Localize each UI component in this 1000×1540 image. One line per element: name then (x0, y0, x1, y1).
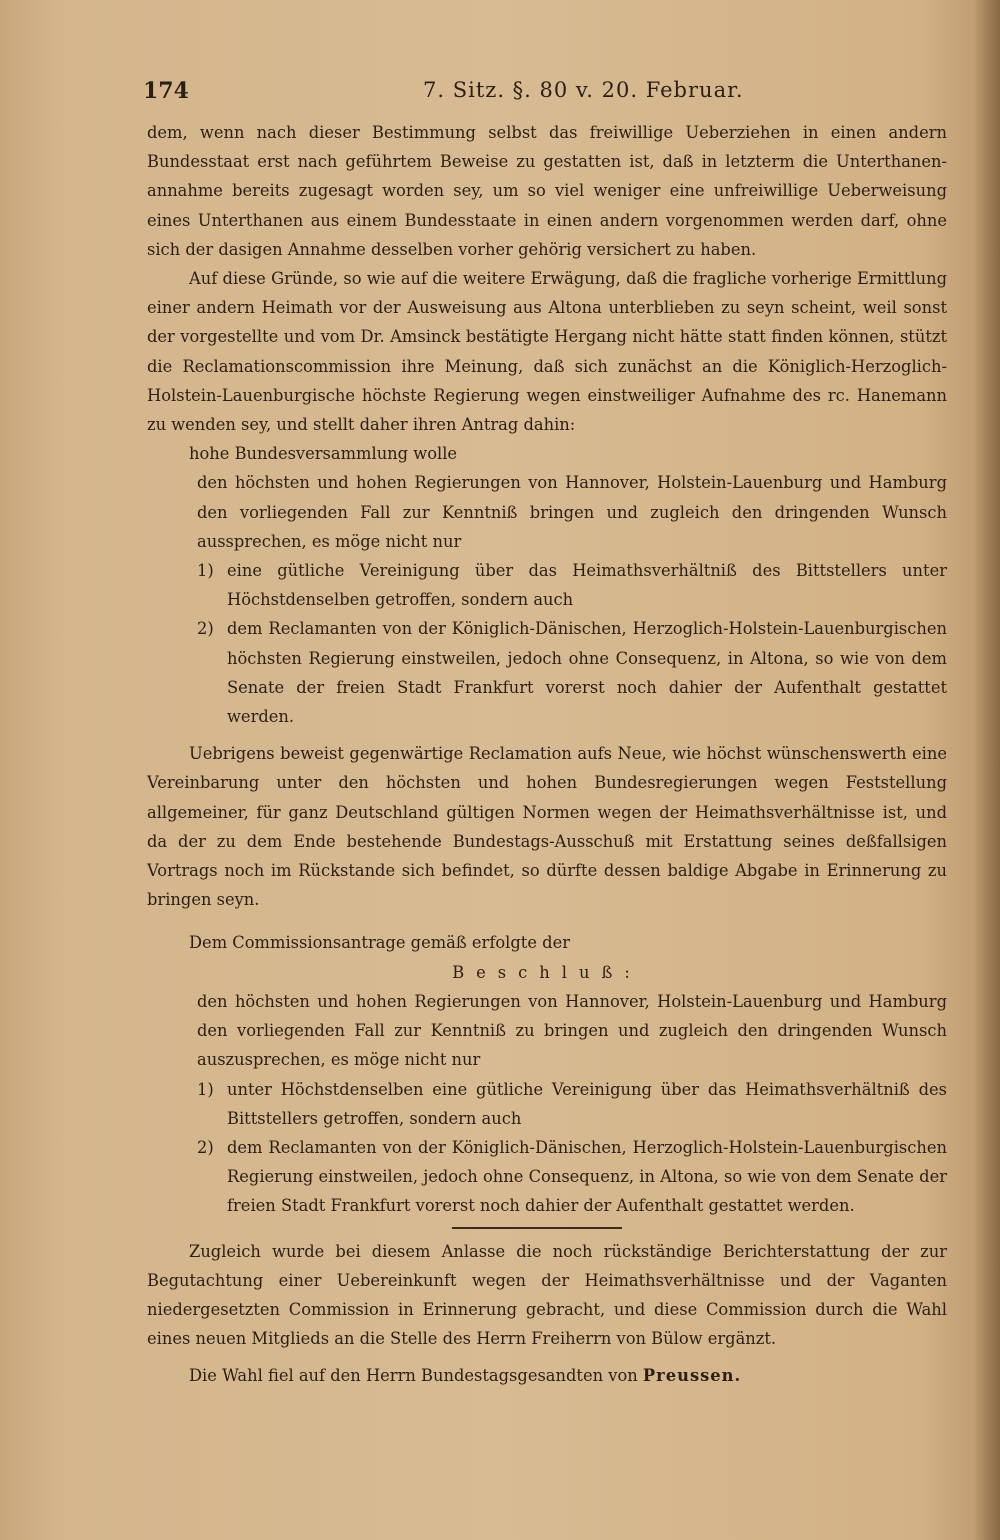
section-divider (452, 1227, 622, 1229)
list-text: dem Reclamanten von der Königlich-Dänischen, Herzoglich-Holstein-Lauenburgischen höchsten Regierung einstweilen, jedoch ohne Consequenz, in Altona, so wie von dem Senate der freien Stadt Frankfurt vorerst noch dahier der Aufenthalt gestattet werden. (227, 619, 947, 727)
closing-text: Die Wahl fiel auf den Herrn Bundestagsgesandten von (189, 1366, 643, 1386)
body-text (147, 118, 947, 1391)
page-number: 174 (143, 78, 189, 104)
motion-text: den höchsten und hohen Regierungen von Hannover, Holstein-Lauenburg und Hamburg den vorliegenden Fall zur Kenntniß bringen und zugleich den dringenden Wunsch aussprechen, es möge nicht nur (197, 473, 947, 551)
resolution-intro: Dem Commissionsantrage gemäß erfolgte der (189, 933, 570, 953)
paragraph: Uebrigens beweist gegenwärtige Reclamation aufs Neue, wie höchst wünschenswerth eine Vereinbarung unter den höchsten und hohen Bundesregierungen wegen Feststellung allgemeiner, für ganz Deutschland gültigen Normen wegen der Heimathsverhältnisse ist, und da der zu dem Ende bestehende Bundestags-Ausschuß mit Erstattung seines deßfallsigen Vortrags noch im Rückstande sich befindet, so dürfte dessen baldige Abgabe in Erinnerung zu bringen seyn. (147, 744, 947, 910)
list-item (147, 556, 947, 614)
list-number: 2) (197, 1137, 214, 1157)
list-item (147, 614, 947, 731)
closing-paragraph (147, 1361, 947, 1390)
resolution-text: den höchsten und hohen Regierungen von Hannover, Holstein-Lauenburg und Hamburg den vorliegenden Fall zur Kenntniß zu bringen und zugleich den dringenden Wunsch auszusprechen, es möge nicht nur (197, 991, 947, 1070)
list-text: eine gütliche Vereinigung über das Heimathsverhältniß des Bittstellers unter Höchstdenselben getroffen, sondern auch (227, 561, 947, 610)
page-header (143, 74, 868, 114)
list-number: 2) (197, 619, 214, 639)
resolution-heading: Beschluß: (452, 962, 642, 982)
list-number: 1) (197, 1079, 214, 1099)
paragraph: Auf diese Gründe, so wie auf die weitere Erwägung, daß die fragliche vorherige Ermittlung einer andern Heimath vor der Ausweisung aus Altona unterblieben zu seyn scheint, weil sonst der vorgestellte und vom Dr. Amsinck bestätigte Hergang nicht hätte statt finden können, stützt die Reclamationscommission ihre Meinung, daß sich zunächst an die Königlich-Herzoglich-Holstein-Lauenburgische höchste Regierung wegen einstweiliger Aufnahme des rc. Hanemann zu wenden sey, und stellt daher ihren Antrag dahin: (147, 269, 947, 435)
paragraph: Zugleich wurde bei diesem Anlasse die noch rückständige Berichterstattung der zur Begutachtung einer Uebereinkunft wegen der Heimathsverhältnisse und der Vaganten niedergesetzten Commission in Erinnerung gebracht, und diese Commission durch die Wahl eines neuen Mitglieds an die Stelle des Herrn Freiherrn von Bülow ergänzt. (147, 1241, 947, 1349)
list-item (147, 1133, 947, 1221)
list-text: dem Reclamanten von der Königlich-Dänischen, Herzoglich-Holstein-Lauenburgischen Regierung einstweilen, jedoch ohne Consequenz, in Altona, so wie von dem Senate der freien Stadt Frankfurt vorerst noch dahier der Aufenthalt gestattet werden. (227, 1137, 947, 1216)
motion-intro: hohe Bundesversammlung wolle (189, 444, 458, 464)
list-number: 1) (197, 561, 214, 581)
running-head: 7. Sitz. §. 80 v. 20. Februar. (423, 78, 744, 102)
list-item (147, 1075, 947, 1133)
list-text: unter Höchstdenselben eine gütliche Vereinigung über das Heimathsverhältniß des Bittstellers getroffen, sondern auch (227, 1079, 947, 1128)
paragraph: dem, wenn nach dieser Bestimmung selbst das freiwillige Ueberziehen in einen andern Bundesstaat erst nach geführtem Beweise zu gestatten ist, daß in letzterm die Unterthanen-annahme bereits zugesagt worden sey, um so viel weniger eine unfreiwillige Ueberweisung eines Unterthanen aus einem Bundesstaate in einen andern vorgenommen werden darf, ohne sich der dasigen Annahme desselben vorher gehörig versichert zu haben. (147, 123, 947, 259)
closing-emphasis: Preussen. (642, 1366, 742, 1386)
